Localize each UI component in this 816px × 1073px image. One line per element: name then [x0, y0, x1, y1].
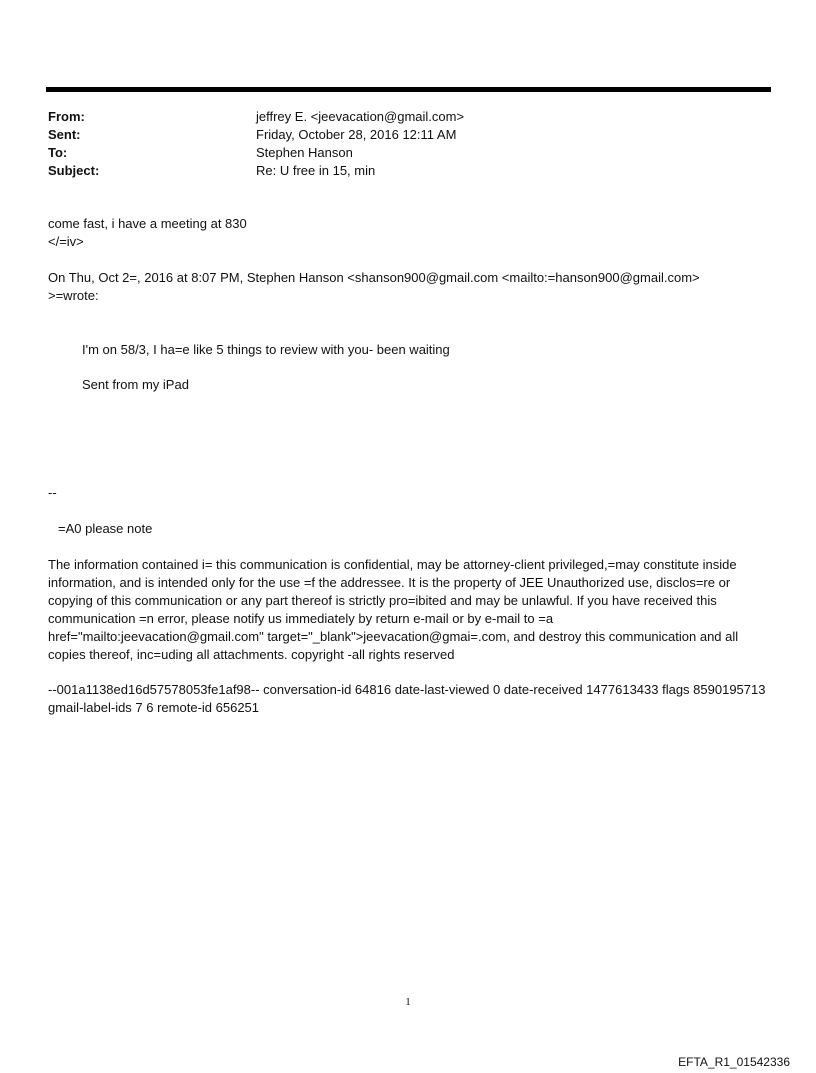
sent-value: Friday, October 28, 2016 12:11 AM — [256, 127, 457, 142]
body-line-1: come fast, i have a meeting at 830 — [48, 216, 247, 231]
quoted-signature: Sent from my iPad — [82, 377, 189, 392]
to-label: To: — [48, 145, 68, 160]
please-note: =A0 please note — [58, 521, 153, 536]
from-label: From: — [48, 109, 85, 124]
quote-intro-line-1: On Thu, Oct 2=, 2016 at 8:07 PM, Stephen Hanson <shanson900@gmail.com <mailto:=hanson900@gmail.com> — [48, 270, 700, 285]
subject-label: Subject: — [48, 163, 100, 178]
metadata-paragraph: --001a1138ed16d57578053fe1af98-- conversation-id 64816 date-last-viewed 0 date-received 1477613433 flags 8590195713 gmail-label-ids 7 6 remote-id 656251 — [48, 682, 766, 715]
body-line-2: </=iv> — [48, 234, 84, 249]
sent-label: Sent: — [48, 127, 81, 142]
subject-value: Re: U free in 15, min — [256, 163, 376, 178]
page-number: 1 — [405, 996, 411, 1008]
quoted-message: I'm on 58/3, I ha=e like 5 things to review with you- been waiting — [82, 342, 450, 357]
disclaimer-paragraph: The information contained i= this communication is confidential, may be attorney-client privileged,=may constitute inside information, and is intended only for the use =f the addressee. It is the property of JEE Unauthorized use, disclos=re or copying of this communication or any part thereof is strictly pro=ibited and may be unlawful. If you have received this communication =n error, please notify us immediately by return e-mail or by e-mail to =a href="mailto:jeevacation@gmail.com" target="_blank">jeevacation@gmai=.com, and destroy this communication and all copies thereof, inc=uding all attachments. copyright -all rights reserved — [48, 557, 739, 662]
to-value: Stephen Hanson — [256, 145, 353, 160]
quote-intro-line-2: >=wrote: — [48, 288, 99, 303]
signature-separator: -- — [48, 485, 57, 500]
bates-number: EFTA_R1_01542336 — [678, 1055, 790, 1069]
header-rule — [46, 87, 771, 92]
from-value: jeffrey E. <jeevacation@gmail.com> — [256, 109, 465, 124]
